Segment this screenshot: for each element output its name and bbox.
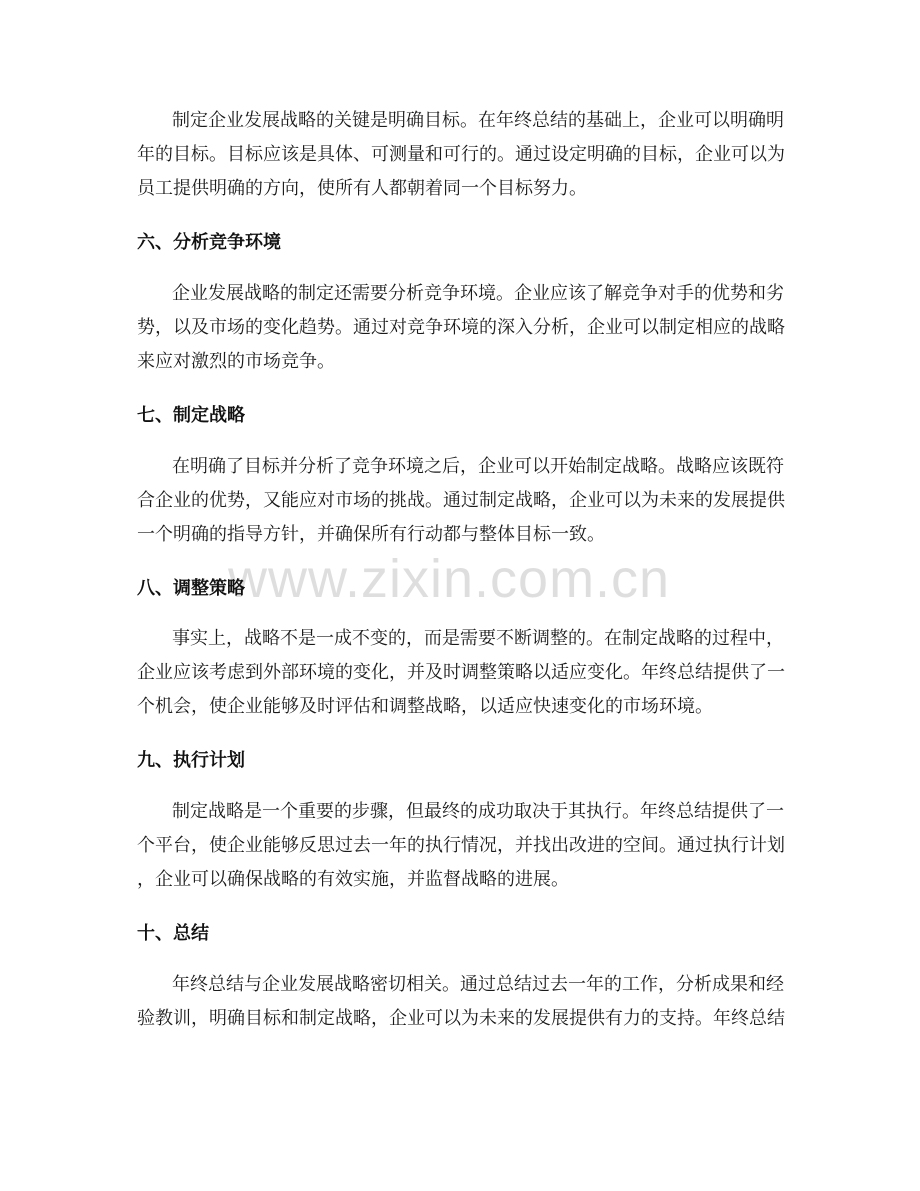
section-heading-7: 七、制定战略 bbox=[137, 405, 245, 426]
text-line: 个机会，使企业能够及时评估和调整战略，以适应快速变化的市场环境。 bbox=[137, 696, 713, 717]
paragraph-summary bbox=[137, 968, 797, 1036]
text-line: 企业发展战略的制定还需要分析竞争环境。企业应该了解竞争对手的优势和劣 bbox=[172, 283, 784, 304]
section-heading-8: 八、调整策略 bbox=[137, 578, 245, 599]
text-line: 在明确了目标并分析了竞争环境之后，企业可以开始制定战略。战略应该既符 bbox=[172, 456, 784, 477]
text-line: 势，以及市场的变化趋势。通过对竞争环境的深入分析，企业可以制定相应的战略 bbox=[137, 317, 785, 338]
text-line: 验教训，明确目标和制定战略，企业可以为未来的发展提供有力的支持。年终总结 bbox=[137, 1008, 785, 1029]
text-line: 年终总结与企业发展战略密切相关。通过总结过去一年的工作，分析成果和经 bbox=[172, 974, 784, 995]
text-line: 制定战略是一个重要的步骤，但最终的成功取决于其执行。年终总结提供了一 bbox=[172, 801, 784, 822]
text-line: 一个明确的指导方针，并确保所有行动都与整体目标一致。 bbox=[137, 524, 605, 545]
text-line: 合企业的优势，又能应对市场的挑战。通过制定战略，企业可以为未来的发展提供 bbox=[137, 490, 785, 511]
section-heading-6: 六、分析竞争环境 bbox=[137, 232, 281, 253]
paragraph-analyze-competition bbox=[137, 277, 797, 379]
text-line: 员工提供明确的方向，使所有人都朝着同一个目标努力。 bbox=[137, 178, 587, 199]
section-heading-9: 九、执行计划 bbox=[137, 750, 245, 771]
watermark: www.zixin.com.cn bbox=[228, 549, 671, 609]
text-line: 制定企业发展战略的关键是明确目标。在年终总结的基础上，企业可以明确明 bbox=[172, 110, 784, 131]
text-line: 年的目标。目标应该是具体、可测量和可行的。通过设定明确的目标，企业可以为 bbox=[137, 144, 785, 165]
text-line: ，企业可以确保战略的有效实施，并监督战略的进展。 bbox=[137, 869, 569, 890]
text-line: 事实上，战略不是一成不变的，而是需要不断调整的。在制定战略的过程中， bbox=[172, 628, 784, 649]
paragraph-define-goals bbox=[137, 104, 797, 206]
paragraph-execute-plan bbox=[137, 795, 797, 897]
paragraph-adjust-strategy bbox=[137, 622, 797, 724]
text-line: 来应对激烈的市场竞争。 bbox=[137, 351, 335, 372]
text-line: 个平台，使企业能够反思过去一年的执行情况，并找出改进的空间。通过执行计划 bbox=[137, 835, 785, 856]
section-heading-10: 十、总结 bbox=[137, 923, 209, 944]
paragraph-formulate-strategy bbox=[137, 450, 797, 552]
text-line: 企业应该考虑到外部环境的变化，并及时调整策略以适应变化。年终总结提供了一 bbox=[137, 662, 785, 683]
